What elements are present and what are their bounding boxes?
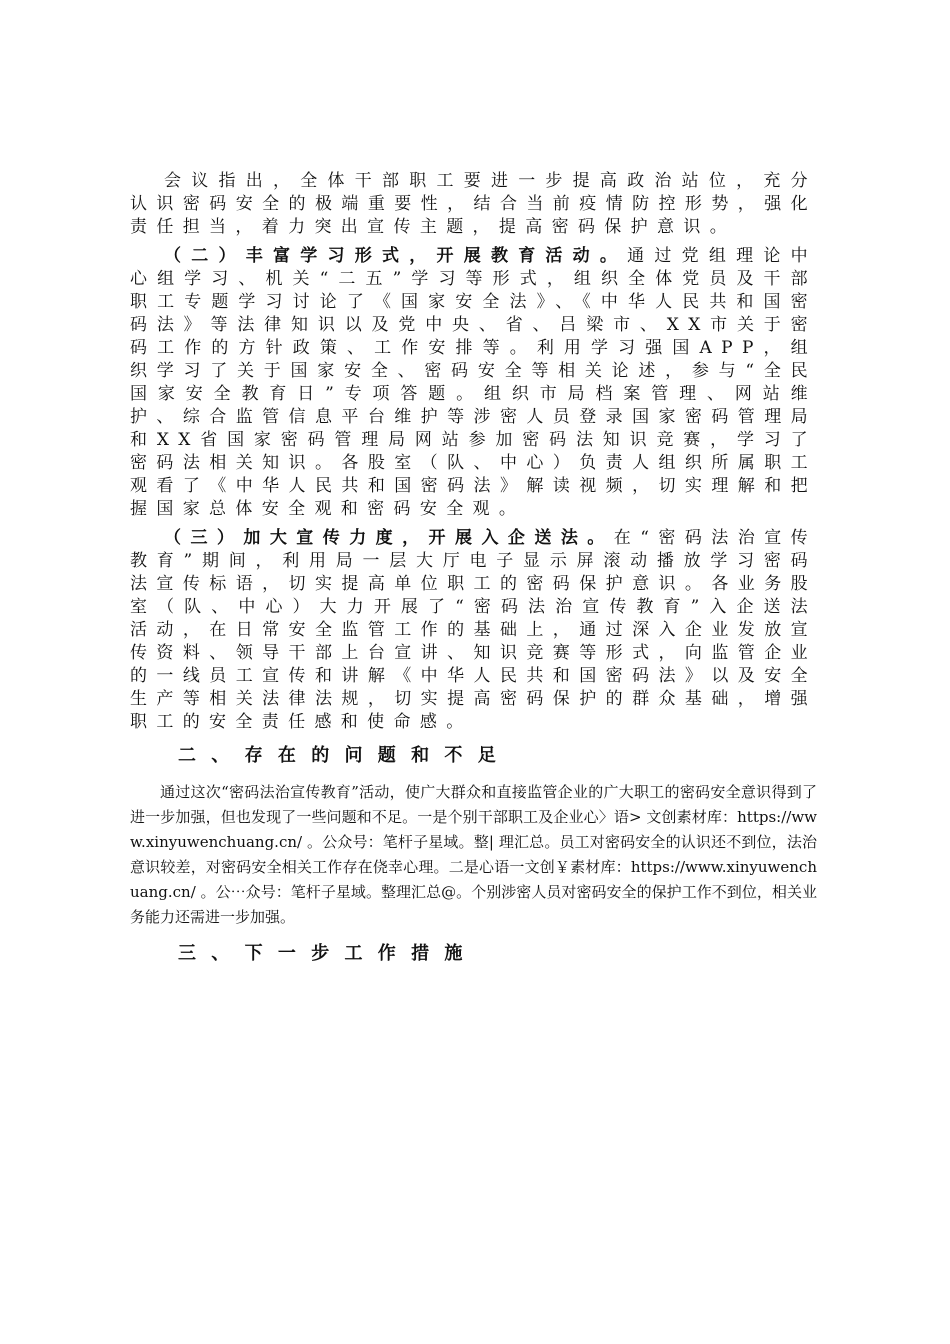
paragraph-learning-forms (130, 245, 817, 521)
document-page (130, 170, 817, 978)
paragraph-body-learning: 通过党组理论中心组学习、机关“二五”学习等形式，组织全体党员及干部职工专题学习讨论了《国家安全法》、《中华人民共和国密码法》等法律知识以及党中央、省、吕梁市、XX市关于密码工作的方针政策、工作安排等。利用学习强国APP，组织学习了关于国家安全、密码安全等相关论述，参与“全民国家安全教育日”专项答题。组织市局档案管理、网站维护、综合监管信息平台维护等涉密人员登录国家密码管理局和XX省国家密码管理局网站参加密码法知识竞赛，学习了密码法相关知识。各股室（队、中心）负责人组织所属职工观看了《中华人民共和国密码法》解读视频，切实理解和把握国家总体安全观和密码安全观。 (130, 246, 817, 519)
paragraph-meeting-summary: 会议指出，全体干部职工要进一步提高政治站位，充分认识密码安全的极端重要性，结合当前疫情防控形势，强化责任担当，着力突出宣传主题，提高密码保护意识。 (130, 171, 817, 237)
section-heading-problems: 二、存在的问题和不足 (178, 745, 511, 766)
paragraph-lead-publicity: （三）加大宣传力度，开展入企送法。 (164, 528, 614, 548)
paragraph-problems: 通过这次“密码法治宣传教育”活动，使广大群众和直接监管企业的广大职工的密码安全意识得到了进一步加强，但也发现了一些问题和不足。一是个别干部职工及企业心〉语> 文创素材库：https://www.xinyuwenchuang.cn/ 。公众号：笔杆子星域。整| 理汇总。员工对密码安全的认识还不到位，法治意识较差，对密码安全相关工作存在侥幸心理。二是心语一文创￥素材库：https://www.xinyuwenchuang.cn/ 。公⋯众号：笔杆子星域。整理汇总@。个别涉密人员对密码安全的保护工作不到位，相关业务能力还需进一步加强。 (130, 783, 817, 926)
paragraph-lead-learning: （二）丰富学习形式，开展教育活动。 (164, 246, 628, 266)
paragraph-body-publicity: 在“密码法治宣传教育”期间，利用局一层大厅电子显示屏滚动播放学习密码法宣传标语，切实提高单位职工的密码保护意识。各业务股室（队、中心）大力开展了“密码法治宣传教育”入企送法活动，在日常安全监管工作的基础上，通过深入企业发放宣传资料、领导干部上台宣讲、知识竞赛等形式，向监管企业的一线员工宣传和讲解《中华人民共和国密码法》以及安全生产等相关法律法规，切实提高密码保护的群众基础，增强职工的安全责任感和使命感。 (130, 528, 817, 732)
paragraph-publicity (130, 527, 817, 734)
section-heading-next-steps: 三、下一步工作措施 (178, 943, 478, 964)
